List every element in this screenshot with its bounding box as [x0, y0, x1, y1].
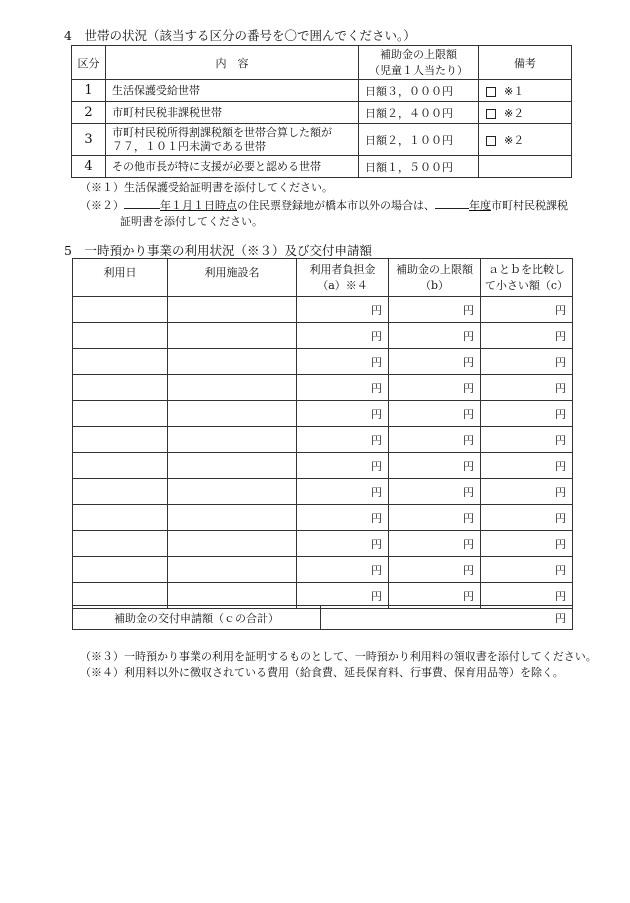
fee-cell[interactable]: 円 — [297, 531, 389, 557]
limit-cell[interactable]: 円 — [389, 401, 481, 427]
header-facility: 利用施設名 — [168, 259, 297, 297]
note-2 — [80, 196, 568, 214]
category-content-line1: 生活保護受給世帯 — [112, 83, 200, 97]
usage-row — [73, 427, 573, 453]
limit-cell[interactable]: 円 — [389, 505, 481, 531]
facility-cell[interactable] — [168, 505, 297, 531]
note-4: （※４）利用料以外に徴収されている費用（給食費、延長保育料、行事費、保育用品等）を除く。 — [80, 666, 564, 679]
limit-cell[interactable]: 円 — [389, 323, 481, 349]
fee-cell[interactable]: 円 — [297, 323, 389, 349]
date-cell[interactable] — [73, 297, 168, 323]
usage-row — [73, 557, 573, 583]
category-remark — [479, 80, 572, 102]
facility-cell[interactable] — [168, 375, 297, 401]
fee-cell[interactable]: 円 — [297, 401, 389, 427]
facility-cell[interactable] — [168, 297, 297, 323]
min-cell[interactable]: 円 — [481, 531, 573, 557]
section4-title: 4 世帯の状況（該当する区分の番号を〇で囲んでください。） — [64, 28, 416, 43]
usage-row — [73, 297, 573, 323]
section4-notes — [80, 180, 568, 230]
min-cell[interactable]: 円 — [481, 505, 573, 531]
min-cell[interactable]: 円 — [481, 297, 573, 323]
header-min-line2: て小さい額（c） — [484, 278, 569, 292]
category-remark — [479, 156, 572, 178]
facility-cell[interactable] — [168, 557, 297, 583]
limit-cell[interactable]: 円 — [389, 583, 481, 609]
limit-cell[interactable]: 円 — [389, 453, 481, 479]
total-amount-field[interactable]: 円 — [321, 606, 573, 630]
total-table — [72, 605, 573, 630]
remark-text: ※２ — [504, 133, 525, 147]
limit-cell[interactable]: 円 — [389, 349, 481, 375]
header-limit-b — [389, 259, 481, 297]
header-fee — [297, 259, 389, 297]
note-2-text: の住民票登録地が橋本市以外の場合は、 — [237, 199, 435, 212]
category-content-line1: その他市長が特に支援が必要と認める世帯 — [112, 159, 321, 173]
category-number[interactable]: 3 — [72, 124, 106, 156]
fee-cell[interactable]: 円 — [297, 583, 389, 609]
date-cell[interactable] — [73, 453, 168, 479]
category-number[interactable]: 4 — [72, 156, 106, 178]
category-limit: 日額３，０００円 — [359, 80, 479, 102]
category-content-line1: 市町村民税所得割課税額を世帯合算した額が — [112, 125, 332, 139]
category-remark — [479, 102, 572, 124]
date-cell[interactable] — [73, 375, 168, 401]
category-limit: 日額２，４００円 — [359, 102, 479, 124]
note-2-year: 年度 — [469, 199, 491, 212]
household-row — [72, 80, 572, 102]
remark-text: ※１ — [504, 84, 525, 98]
min-cell[interactable]: 円 — [481, 349, 573, 375]
usage-row — [73, 453, 573, 479]
header-content: 内 容 — [106, 46, 359, 80]
header-category: 区分 — [72, 46, 106, 80]
limit-cell[interactable]: 円 — [389, 297, 481, 323]
date-cell[interactable] — [73, 505, 168, 531]
checkbox[interactable] — [486, 109, 496, 119]
min-cell[interactable]: 円 — [481, 453, 573, 479]
category-content-line1: 市町村民税非課税世帯 — [112, 105, 222, 119]
header-date: 利用日 — [73, 259, 168, 297]
usage-row — [73, 349, 573, 375]
min-cell[interactable]: 円 — [481, 479, 573, 505]
usage-row — [73, 531, 573, 557]
checkbox[interactable] — [486, 136, 496, 146]
facility-cell[interactable] — [168, 453, 297, 479]
header-limit — [359, 46, 479, 80]
header-limit-b-line1: 補助金の上限額 — [396, 262, 473, 276]
fee-cell[interactable]: 円 — [297, 297, 389, 323]
date-cell[interactable] — [73, 427, 168, 453]
household-status-table — [71, 45, 572, 178]
fee-cell[interactable]: 円 — [297, 427, 389, 453]
category-number[interactable]: 2 — [72, 102, 106, 124]
min-cell[interactable]: 円 — [481, 375, 573, 401]
category-content-line2: ７７，１０１円未満である世帯 — [112, 139, 266, 153]
usage-row — [73, 323, 573, 349]
fee-cell[interactable]: 円 — [297, 505, 389, 531]
category-limit: 日額１，５００円 — [359, 156, 479, 178]
usage-row — [73, 479, 573, 505]
min-cell[interactable]: 円 — [481, 323, 573, 349]
category-content — [106, 102, 359, 124]
note-2-prefix: （※２） — [80, 199, 124, 212]
usage-row — [73, 401, 573, 427]
limit-cell[interactable]: 円 — [389, 427, 481, 453]
date-cell[interactable] — [73, 557, 168, 583]
category-content — [106, 156, 359, 178]
year-blank[interactable] — [124, 196, 160, 209]
note-2-line2: 証明書を添付してください。 — [120, 215, 263, 228]
facility-cell[interactable] — [168, 427, 297, 453]
category-content — [106, 124, 359, 156]
header-limit-line1: 補助金の上限額 — [380, 47, 457, 61]
household-row — [72, 156, 572, 178]
limit-cell[interactable]: 円 — [389, 557, 481, 583]
header-min — [481, 259, 573, 297]
limit-cell[interactable]: 円 — [389, 479, 481, 505]
facility-cell[interactable] — [168, 349, 297, 375]
header-fee-line2: （a）※４ — [317, 278, 368, 292]
remark-text: ※２ — [504, 106, 525, 120]
usage-row — [73, 375, 573, 401]
header-limit-b-line2: （b） — [419, 278, 450, 292]
facility-cell[interactable] — [168, 323, 297, 349]
date-cell[interactable] — [73, 349, 168, 375]
header-remarks: 備考 — [479, 46, 572, 80]
checkbox[interactable] — [486, 87, 496, 97]
header-min-line1: ａとｂを比較し — [488, 262, 565, 276]
usage-table — [72, 258, 573, 609]
footnotes — [80, 649, 597, 681]
household-row — [72, 124, 572, 156]
fee-cell[interactable]: 円 — [297, 349, 389, 375]
fee-cell[interactable]: 円 — [297, 375, 389, 401]
facility-cell[interactable] — [168, 401, 297, 427]
facility-cell[interactable] — [168, 531, 297, 557]
header-fee-line1: 利用者負担金 — [309, 262, 376, 276]
limit-cell[interactable]: 円 — [389, 531, 481, 557]
limit-cell[interactable]: 円 — [389, 375, 481, 401]
category-limit: 日額２，１００円 — [359, 124, 479, 156]
facility-cell[interactable] — [168, 479, 297, 505]
category-remark — [479, 124, 572, 156]
min-cell[interactable]: 円 — [481, 583, 573, 609]
fiscal-year-blank[interactable] — [435, 196, 469, 209]
min-cell[interactable]: 円 — [481, 557, 573, 583]
note-3: （※３）一時預かり事業の利用を証明するものとして、一時預かり利用料の領収書を添付してください。 — [80, 650, 597, 663]
fee-cell[interactable]: 円 — [297, 557, 389, 583]
header-limit-line2: （児童１人当たり） — [369, 63, 468, 77]
section5-title: 5 一時預かり事業の利用状況（※３）及び交付申請額 — [64, 243, 372, 258]
note-2-date: 年１月１日時点 — [160, 199, 237, 212]
fee-cell[interactable]: 円 — [297, 479, 389, 505]
category-content — [106, 80, 359, 102]
household-row — [72, 102, 572, 124]
note-1: （※１）生活保護受給証明書を添付してください。 — [80, 181, 333, 194]
date-cell[interactable] — [73, 479, 168, 505]
note-2-text-2: 市町村民税課税 — [491, 199, 568, 212]
date-cell[interactable] — [73, 531, 168, 557]
usage-row — [73, 505, 573, 531]
date-cell[interactable] — [73, 401, 168, 427]
min-cell[interactable]: 円 — [481, 427, 573, 453]
total-label: 補助金の交付申請額（ｃの合計） — [73, 606, 321, 630]
fee-cell[interactable]: 円 — [297, 453, 389, 479]
date-cell[interactable] — [73, 323, 168, 349]
category-number[interactable]: 1 — [72, 80, 106, 102]
min-cell[interactable]: 円 — [481, 401, 573, 427]
